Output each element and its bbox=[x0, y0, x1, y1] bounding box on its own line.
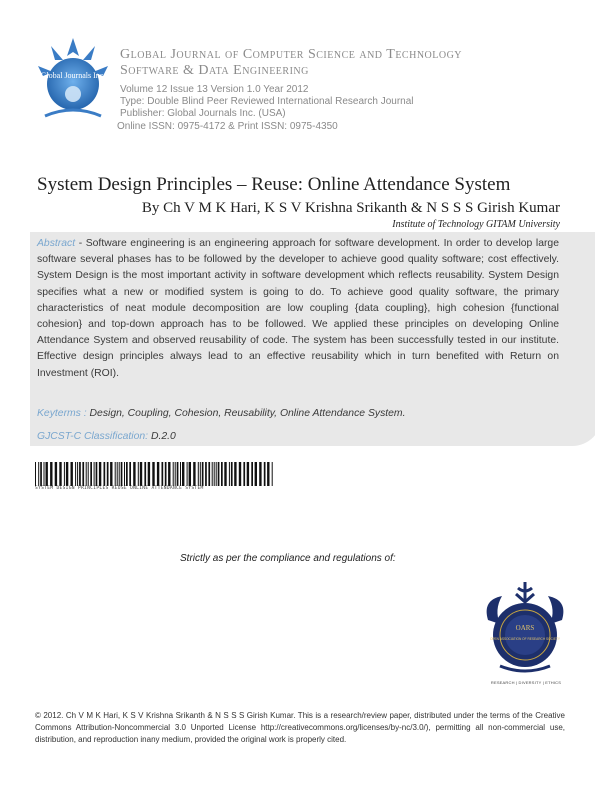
logo-text: Global Journals Inc. bbox=[40, 71, 106, 80]
keyterms-value: Design, Coupling, Cohesion, Reusability, Online Attendance System. bbox=[86, 408, 406, 419]
journal-title-line2: Software & Data Engineering bbox=[120, 63, 309, 78]
volume-info: Volume 12 Issue 13 Version 1.0 Year 2012 bbox=[120, 84, 309, 95]
copyright-footer: © 2012. Ch V M K Hari, K S V Krishna Srikanth & N S S S Girish Kumar. This is a research/review paper, distributed under the terms of the Creative Commons Attribution-Noncommercial 3.0 Unported License http://creativecommons.org/licenses/by-nc/3.0/), permitting all non-commercial use, distribution, and reproduction inany medium, provided the original work is properly cited. bbox=[35, 711, 565, 744]
barcode-text: SYSTEM DESIGN PRINCIPLES REUSE ONLINE ATTENDANCE SYSTEM bbox=[35, 486, 204, 491]
journal-title-line1: Global Journal of Computer Science and Technology bbox=[120, 47, 463, 62]
paper-title: System Design Principles – Reuse: Online Attendance System bbox=[37, 174, 511, 195]
seal-ring-text: OPEN ASSOCIATION OF RESEARCH SOCIETY bbox=[489, 637, 561, 641]
issn: Online ISSN: 0975-4172 & Print ISSN: 0975-4350 bbox=[117, 121, 338, 132]
abstract-text: - Software engineering is an engineering approach for software development. In order to develop large software several phases has to be followed by the developer to achieve good quality software; cost effectively. System Design is the most important activity in software development which reflects reusability. System Design specifies what a new or modified system is going to do. To achieve good quality software, the primary characteristics of neat module decomposition are low coupling {data coupling}, high cohesion {functional cohesion} and top-down approach has to be followed. We applied these principles on developing Online Attendance System and observed reusability of code. The system has been successfully tested in our institute. Effective design principles always lead to an effective reusability which in turn benefited with Return on Investment (ROI). bbox=[37, 238, 559, 379]
keyterms bbox=[37, 408, 559, 419]
seal-caption: RESEARCH | DIVERSITY | ETHICS bbox=[490, 680, 562, 685]
abstract bbox=[37, 236, 559, 382]
oars-seal-logo bbox=[480, 580, 570, 680]
seal-center-text: OARS bbox=[515, 624, 535, 632]
publisher: Publisher: Global Journals Inc. (USA) bbox=[120, 108, 286, 119]
global-journals-logo bbox=[33, 36, 113, 126]
journal-type: Type: Double Blind Peer Reviewed International Research Journal bbox=[120, 96, 414, 107]
classification-value: D.2.0 bbox=[148, 431, 176, 442]
institute: Institute of Technology GITAM University bbox=[392, 219, 560, 230]
authors: By Ch V M K Hari, K S V Krishna Srikanth & N S S S Girish Kumar bbox=[141, 200, 560, 216]
barcode bbox=[35, 462, 275, 486]
compliance-note: Strictly as per the compliance and regulations of: bbox=[180, 553, 396, 564]
abstract-label: Abstract bbox=[37, 238, 76, 249]
journal-title bbox=[120, 47, 560, 79]
keyterms-label: Keyterms : bbox=[37, 408, 87, 419]
classification-label: GJCST-C Classification: bbox=[37, 431, 149, 442]
classification bbox=[37, 431, 559, 442]
